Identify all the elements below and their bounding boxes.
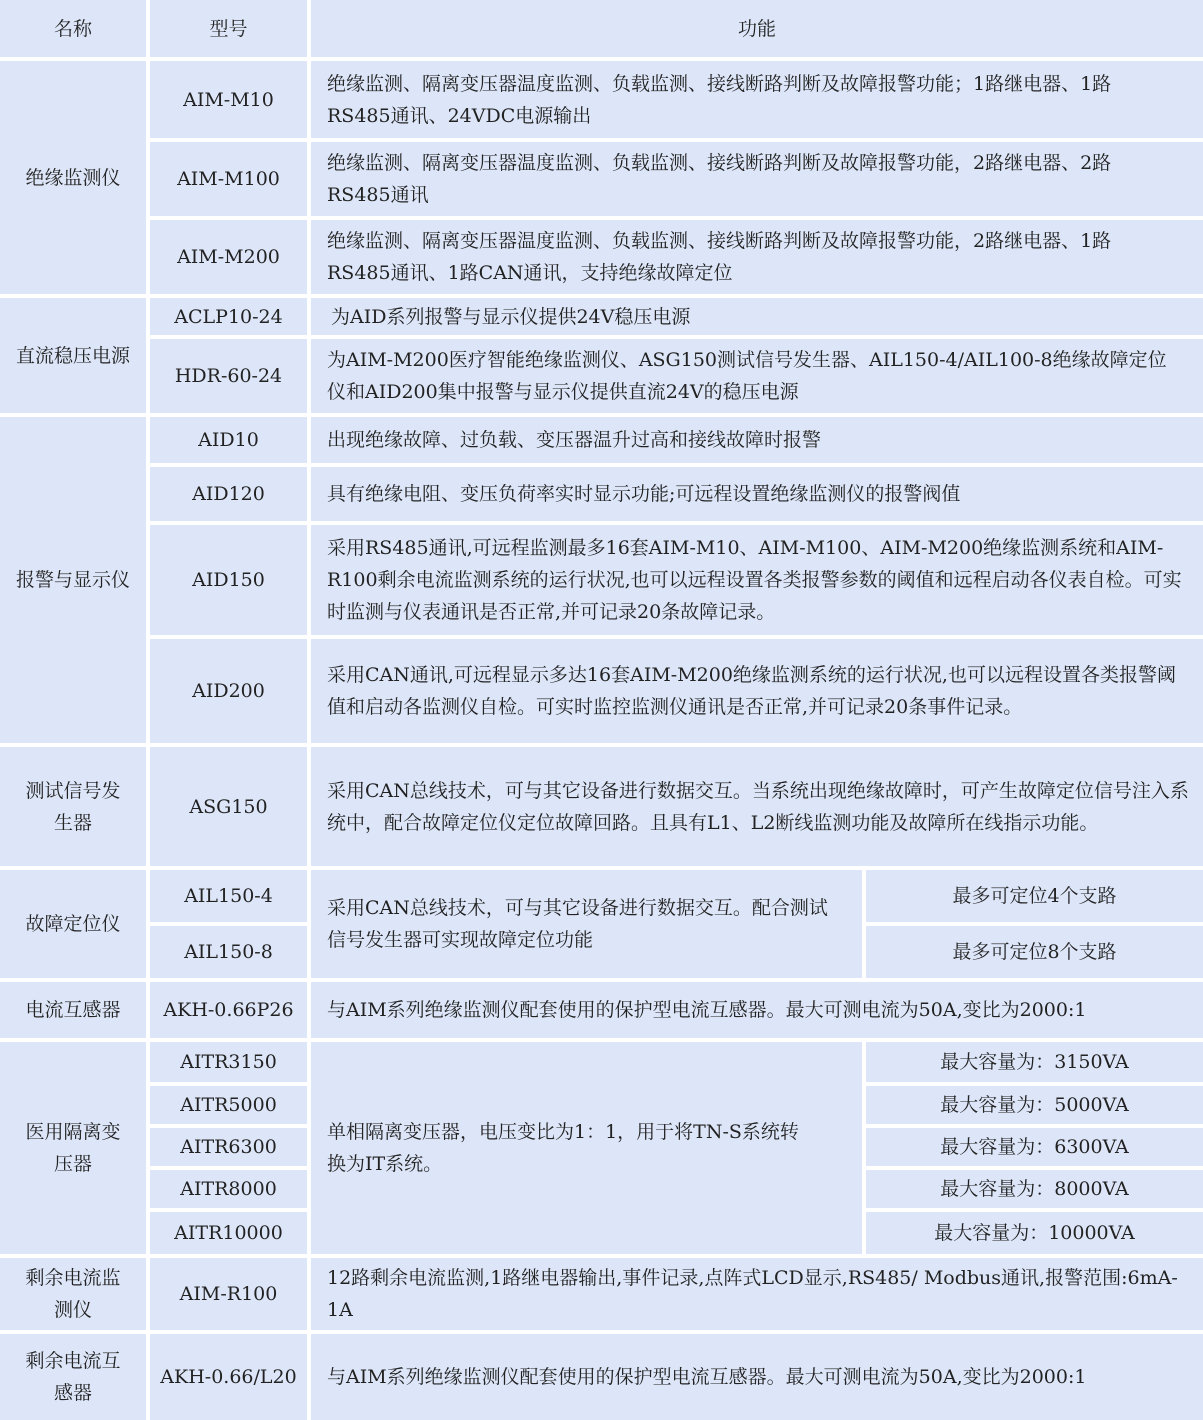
category-cell: [0, 1334, 146, 1420]
function-text: 为AIM-M200医疗智能绝缘监测仪、ASG150测试信号发生器、AIL150-4/AIL100-8绝缘故障定位仪和AID200集中报警与显示仪提供直流24V的稳压电源: [327, 349, 1167, 403]
model-cell: HDR-60-24: [150, 339, 307, 413]
model-cell: AIM-M200: [150, 220, 307, 294]
model-cell: ASG150: [150, 747, 307, 866]
function-cell: [311, 298, 1203, 335]
spec-cell: 最多可定位4个支路: [866, 870, 1203, 922]
category-cell: [0, 747, 146, 866]
function-cell: [311, 467, 1203, 521]
spec-cell: 最大容量为：8000VA: [866, 1170, 1203, 1208]
function-cell: [311, 1042, 862, 1254]
model-cell: AITR8000: [150, 1170, 307, 1208]
category-label: 剩余电流监测仪: [25, 1267, 121, 1321]
model-cell: AIM-R100: [150, 1258, 307, 1330]
function-text: 采用RS485通讯,可远程监测最多16套AIM-M10、AIM-M100、AIM-M200绝缘监测系统和AIM-R100剩余电流监测系统的运行状况,也可以远程设置各类报警参数的阈值和远程启动各仪表自检。可实时监测与仪表通讯是否正常,并可记录20条故障记录。: [327, 537, 1182, 623]
category-label: 故障定位仪: [25, 913, 121, 935]
function-text: 绝缘监测、隔离变压器温度监测、负载监测、接线断路判断及故障报警功能；1路继电器、1路RS485通讯、24VDC电源输出: [327, 72, 1112, 127]
category-cell: 电流互感器: [0, 982, 146, 1038]
spec-cell: 最大容量为：5000VA: [866, 1086, 1203, 1124]
category-label: 医用隔离变压器: [25, 1121, 121, 1175]
function-text: 出现绝缘故障、过负载、变压器温升过高和接线故障时报警: [327, 429, 822, 451]
function-text: 12路剩余电流监测,1路继电器输出,事件记录,点阵式LCD显示,RS485/ Modbus通讯,报警范围:6mA-1A: [327, 1267, 1178, 1321]
function-text: 为AID系列报警与显示仪提供24V稳压电源: [331, 305, 691, 328]
model-cell: AIM-M100: [150, 142, 307, 216]
model-cell: AIM-M10: [150, 61, 307, 138]
function-cell: [311, 982, 1203, 1038]
model-cell: ACLP10-24: [150, 298, 307, 335]
function-cell: [311, 142, 1203, 216]
function-text: 具有绝缘电阻、变压负荷率实时显示功能;可远程设置绝缘监测仪的报警阀值: [327, 483, 961, 505]
category-cell: [0, 1258, 146, 1330]
model-cell: AID120: [150, 467, 307, 521]
function-cell: [311, 870, 862, 978]
category-cell: [0, 298, 146, 413]
function-text: 采用CAN总线技术，可与其它设备进行数据交互。配合测试信号发生器可实现故障定位功能: [327, 897, 828, 951]
function-text: 绝缘监测、隔离变压器温度监测、负载监测、接线断路判断及故障报警功能，2路继电器、1路RS485通讯、1路CAN通讯，支持绝缘故障定位: [327, 230, 1112, 284]
header-name: 名称: [0, 0, 146, 57]
model-cell: AKH-0.66/L20: [150, 1334, 307, 1420]
function-text: 与AIM系列绝缘监测仪配套使用的保护型电流互感器。最大可测电流为50A,变比为2000:1: [327, 1366, 1087, 1388]
model-cell: AITR3150: [150, 1042, 307, 1082]
spec-cell: 最大容量为：6300VA: [866, 1128, 1203, 1166]
category-label: 直流稳压电源: [15, 344, 130, 367]
spec-cell: 最大容量为：10000VA: [866, 1212, 1203, 1254]
function-text: 采用CAN通讯,可远程显示多达16套AIM-M200绝缘监测系统的运行状况,也可以远程设置各类报警阈值和启动各监测仪自检。可实时监控监测仪通讯是否正常,并可记录20条事件记录。: [327, 664, 1176, 718]
category-label: 剩余电流互感器: [25, 1350, 121, 1404]
function-cell: [311, 220, 1203, 294]
category-label: 绝缘监测仪: [25, 166, 121, 189]
category-cell: [0, 1042, 146, 1254]
category-cell: [0, 417, 146, 743]
function-cell: [311, 61, 1203, 138]
category-label: 报警与显示仪: [15, 569, 130, 591]
category-cell: [0, 870, 146, 978]
model-cell: AITR6300: [150, 1128, 307, 1166]
function-cell: [311, 339, 1203, 413]
spec-cell: 最大容量为：3150VA: [866, 1042, 1203, 1082]
model-cell: AITR5000: [150, 1086, 307, 1124]
function-cell: [311, 1258, 1203, 1330]
model-cell: AIL150-4: [150, 870, 307, 922]
function-cell: [311, 1334, 1203, 1420]
function-text: 与AIM系列绝缘监测仪配套使用的保护型电流互感器。最大可测电流为50A,变比为2000:1: [327, 999, 1087, 1021]
header-model: 型号: [150, 0, 307, 57]
model-cell: AID200: [150, 639, 307, 743]
function-text: 绝缘监测、隔离变压器温度监测、负载监测、接线断路判断及故障报警功能，2路继电器、2路RS485通讯: [327, 152, 1112, 206]
header-function: 功能: [311, 0, 1203, 57]
function-cell: [311, 525, 1203, 635]
function-text: 采用CAN总线技术，可与其它设备进行数据交互。当系统出现绝缘故障时，可产生故障定位信号注入系统中，配合故障定位仪定位故障回路。且具有L1、L2断线监测功能及故障所在线指示功能。: [327, 779, 1189, 834]
spec-cell: 最多可定位8个支路: [866, 926, 1203, 978]
model-cell: AID150: [150, 525, 307, 635]
function-cell: [311, 417, 1203, 463]
model-cell: AID10: [150, 417, 307, 463]
model-cell: AITR10000: [150, 1212, 307, 1254]
category-label: 测试信号发生器: [25, 779, 121, 834]
function-cell: [311, 747, 1203, 866]
model-cell: AIL150-8: [150, 926, 307, 978]
category-cell: [0, 61, 146, 294]
function-text: 单相隔离变压器，电压变比为1：1，用于将TN-S系统转换为IT系统。: [327, 1121, 799, 1175]
model-cell: AKH-0.66P26: [150, 982, 307, 1038]
function-cell: [311, 639, 1203, 743]
